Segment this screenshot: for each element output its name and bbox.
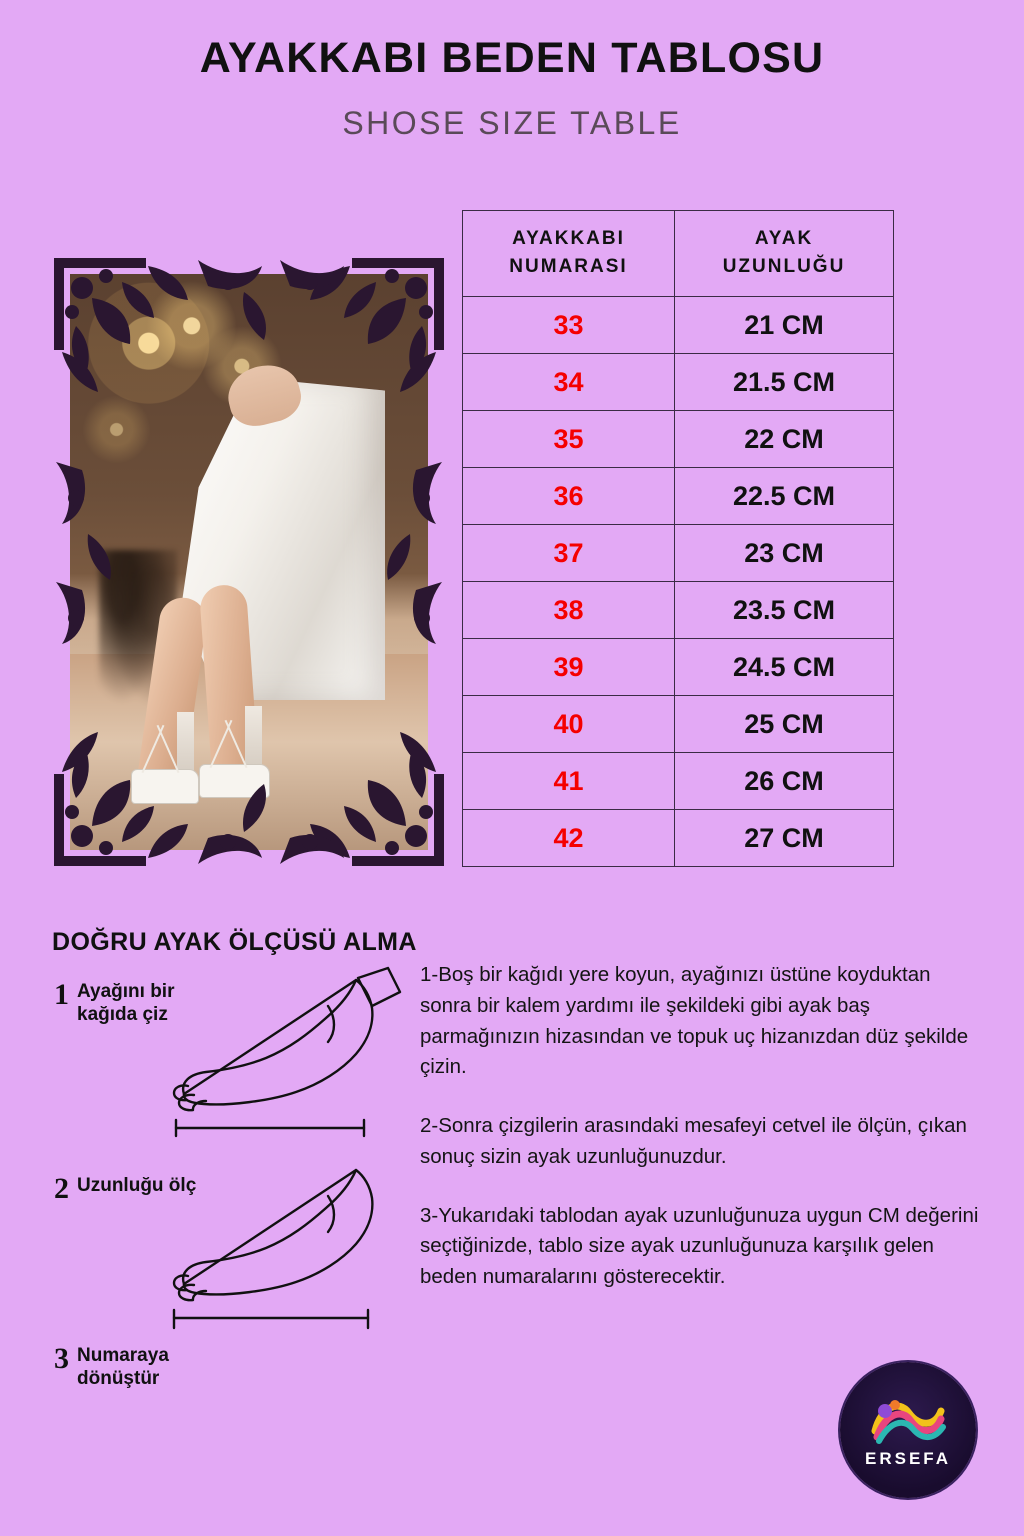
column-header-length-line2: UZUNLUĞU — [722, 255, 846, 277]
table-header-row — [463, 211, 894, 297]
cell-length: 23.5 CM — [674, 582, 893, 639]
cell-size: 39 — [463, 639, 675, 696]
cell-size: 36 — [463, 468, 675, 525]
measure-step-2 — [54, 1174, 196, 1204]
instruction-paragraph-3: 3-Yukarıdaki tablodan ayak uzunluğunuza uygun CM değerini seçtiğinizde, tablo size ayak uzunluğunuza karşılık gelen beden numaralarını gösterecektir. — [420, 1203, 979, 1288]
column-header-size-line2: NUMARASI — [509, 255, 628, 277]
cell-length: 22 CM — [674, 411, 893, 468]
page-header — [0, 0, 1024, 142]
page-title: AYAKKABI BEDEN TABLOSU — [199, 34, 825, 82]
column-header-length-line1: AYAK — [754, 228, 814, 249]
page-subtitle: SHOSE SIZE TABLE — [342, 105, 682, 141]
cell-size: 35 — [463, 411, 675, 468]
cell-size: 41 — [463, 753, 675, 810]
step-text: Uzunluğu ölç — [77, 1175, 197, 1196]
table-row — [463, 468, 894, 525]
table-row — [463, 354, 894, 411]
step-number: 1 — [54, 978, 69, 1011]
logo-text: ERSEFA — [864, 1449, 952, 1468]
size-table-container — [462, 210, 894, 867]
cell-size: 40 — [463, 696, 675, 753]
column-header-size — [463, 211, 675, 297]
brand-logo — [840, 1362, 976, 1498]
step-text: Ayağını bir kağıda çiz — [77, 981, 175, 1026]
cell-length: 22.5 CM — [674, 468, 893, 525]
table-row — [463, 582, 894, 639]
step-number: 3 — [54, 1342, 69, 1375]
instructions-block — [420, 960, 980, 1321]
cell-length: 23 CM — [674, 525, 893, 582]
table-row — [463, 297, 894, 354]
foot-length-diagram-icon — [160, 1162, 430, 1342]
measure-step-3 — [54, 1344, 197, 1390]
cell-length: 27 CM — [674, 810, 893, 867]
cell-length: 21.5 CM — [674, 354, 893, 411]
measure-steps — [50, 962, 420, 1390]
cell-length: 24.5 CM — [674, 639, 893, 696]
instruction-paragraph-1: 1-Boş bir kağıdı yere koyun, ayağınızı üstüne koyduktan sonra bir kalem yardımı ile şekildeki gibi ayak baş parmağınızın hizasından ve topuk uç hizanızdan düz şekilde çizin. — [420, 963, 969, 1079]
table-row — [463, 810, 894, 867]
cell-size: 37 — [463, 525, 675, 582]
table-row — [463, 411, 894, 468]
product-photo — [48, 252, 450, 872]
cell-size: 33 — [463, 297, 675, 354]
column-header-length — [674, 211, 893, 297]
step-number: 2 — [54, 1172, 69, 1205]
size-table — [462, 210, 894, 867]
cell-size: 34 — [463, 354, 675, 411]
column-header-size-line1: AYAKKABI — [512, 228, 625, 249]
measure-step-1 — [54, 980, 197, 1026]
cell-length: 21 CM — [674, 297, 893, 354]
measure-section-title: DOĞRU AYAK ÖLÇÜSÜ ALMA — [52, 928, 417, 956]
floral-frame-icon — [48, 252, 450, 872]
cell-size: 42 — [463, 810, 675, 867]
cell-length: 25 CM — [674, 696, 893, 753]
logo-ribbon-icon — [865, 1391, 951, 1447]
instruction-paragraph-2: 2-Sonra çizgilerin arasındaki mesafeyi cetvel ile ölçün, çıkan sonuç sizin ayak uzunluğunuzdur. — [420, 1114, 967, 1168]
table-row — [463, 639, 894, 696]
cell-length: 26 CM — [674, 753, 893, 810]
table-row — [463, 696, 894, 753]
table-row — [463, 525, 894, 582]
table-row — [463, 753, 894, 810]
step-text: Numaraya dönüştür — [77, 1345, 169, 1390]
cell-size: 38 — [463, 582, 675, 639]
